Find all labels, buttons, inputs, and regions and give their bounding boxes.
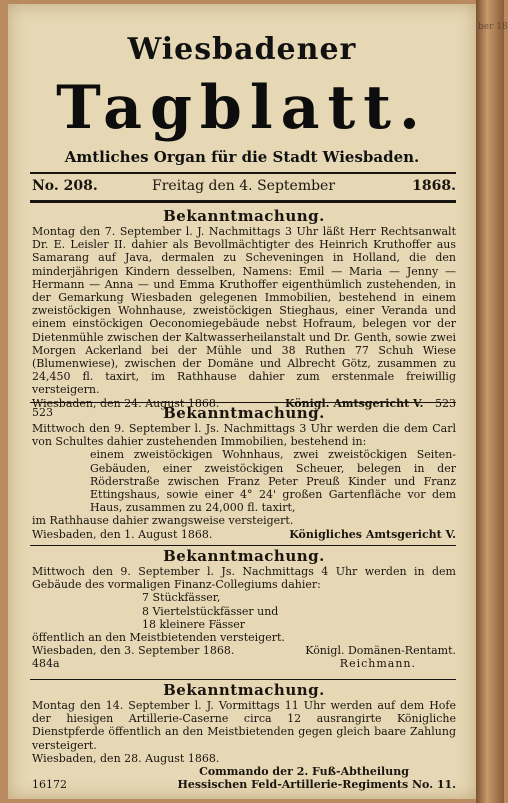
notice-number: 484a xyxy=(32,657,60,671)
notice-1 xyxy=(32,207,456,410)
notice-divider xyxy=(30,545,456,546)
notice-title: Bekanntmachung. xyxy=(163,681,325,699)
notice-closing: im Rathhause dahier zwangsweise versteigert. xyxy=(32,514,294,528)
notice-official-name: Reichmann. xyxy=(339,657,416,671)
notice-number: 16172 xyxy=(32,778,67,792)
notice-items: einem zweistöckigen Wohnhaus, zwei zweistöckigen Seiten-Gebäuden, einer zweistöckigen Scheuer, belegen in der Röderstraße zwischen Franz Peter Preuß Kinder und Franz Ettingshaus, sowie einer 4° 24' großen Gartenfläche vor dem Haus, zusammen zu 24,000 fl. taxirt, xyxy=(90,448,456,515)
dateline xyxy=(32,178,456,196)
masthead-title-main: Tagblatt. xyxy=(56,73,428,143)
notice-signature xyxy=(32,528,456,541)
notice-divider xyxy=(30,679,456,680)
notice-intro: Mittwoch den 9. September l. Js. Nachmittags 3 Uhr werden die dem Carl von Schultes dahier zustehenden Immobilien, bestehend in: xyxy=(32,422,456,449)
list-item: 18 kleinere Fässer xyxy=(142,617,246,631)
masthead-title-top: Wiesbadener xyxy=(127,32,357,67)
notice-title: Bekanntmachung. xyxy=(163,404,325,422)
notice-signature-2 xyxy=(32,657,456,670)
issue-year: 1868. xyxy=(412,178,456,194)
notice-signature xyxy=(32,778,456,791)
notice-signature xyxy=(32,644,456,657)
notice-divider xyxy=(30,402,456,403)
notice-body: Montag den 7. September l. J. Nachmittags 3 Uhr läßt Herr Rechtsanwalt Dr. E. Leisler II. dahier als Bevollmächtigter des Heinrich Kruthoffer aus Samarang auf Java, dermalen zu Scheveningen in Holland, die den minderjährigen Kindern desselben, Namens: Emil — Maria — Jenny — Hermann — Anna — und Emma Kruthoffer eigenthümlich zustehenden, in der Gemarkung Wiesbaden gelegenen Immobilien, bestehend in einem zweistöckigen Wohnhause, zweistöckigen Stieghaus, einer Veranda und einem einstöckigen Oeconomiegebäude nebst Hofraum, belegen vor der Dietenmühle zwischen der Kaltwasserheilanstalt und Dr. Genth, sowie zwei Morgen Ackerland bei der Mühle und 38 Ruthen 77 Schuh Wiese (Blumenwiese), zwischen der Domäne und Albrecht Götz, zusammen zu 24,450 fl. taxirt, im Rathhause dahier zum erstenmale freiwillig versteigern. xyxy=(32,225,456,397)
notice-4 xyxy=(32,681,456,791)
notice-authority-line-1: Commando der 2. Fuß-Abtheilung xyxy=(199,765,409,779)
notice-authority-line-2: Hessischen Feld-Artillerie-Regiments No. 11. xyxy=(177,778,456,792)
notice-prefix-number: 523 xyxy=(32,406,53,419)
notice-number: 523 xyxy=(435,396,456,410)
notice-authority: Königl. Domänen-Rentamt. xyxy=(305,644,456,658)
issue-date: Freitag den 4. September xyxy=(152,178,336,194)
notice-title: Bekanntmachung. xyxy=(163,547,325,565)
notice-date: Wiesbaden, den 28. August 1868. xyxy=(32,751,220,765)
notice-closing: öffentlich an den Meistbietenden versteigert. xyxy=(32,631,285,645)
notice-date: Wiesbaden, den 24. August 1868. xyxy=(32,396,220,410)
notice-intro: Mittwoch den 9. September l. Js. Nachmittags 4 Uhr werden in dem Gebäude des vormaligen Finanz-Collegiums dahier: xyxy=(32,565,456,592)
notice-header xyxy=(32,404,456,422)
notice-date: Wiesbaden, den 1. August 1868. xyxy=(32,527,213,541)
adjacent-page-fragment: ber 18 xyxy=(478,22,508,32)
masthead-rule xyxy=(30,172,456,174)
masthead-subtitle: Amtliches Organ für die Stadt Wiesbaden. xyxy=(64,148,420,166)
notice-title: Bekanntmachung. xyxy=(163,207,325,225)
issue-number: No. 208. xyxy=(32,178,98,194)
dateline-rule xyxy=(30,200,456,203)
book-binding-edge xyxy=(476,0,508,803)
notice-authority: Königl. Amtsgericht V. 523 xyxy=(284,396,456,410)
newspaper-page xyxy=(8,4,476,799)
notice-authority: Königliches Amtsgericht V. xyxy=(289,527,456,541)
notice-3 xyxy=(32,547,456,670)
list-item: 7 Stückfässer, xyxy=(142,591,221,605)
notice-body: Montag den 14. September l. J. Vormittags 11 Uhr werden auf dem Hofe der hiesigen Artillerie-Caserne circa 12 ausrangirte Königliche Dienstpferde öffentlich an den Meistbietenden gegen gleich baare Zahlung versteigert. xyxy=(32,699,456,752)
notice-date: Wiesbaden, den 3. September 1868. xyxy=(32,644,235,658)
notice-2 xyxy=(32,404,456,541)
list-item: 8 Viertelstückfässer und xyxy=(142,604,279,618)
